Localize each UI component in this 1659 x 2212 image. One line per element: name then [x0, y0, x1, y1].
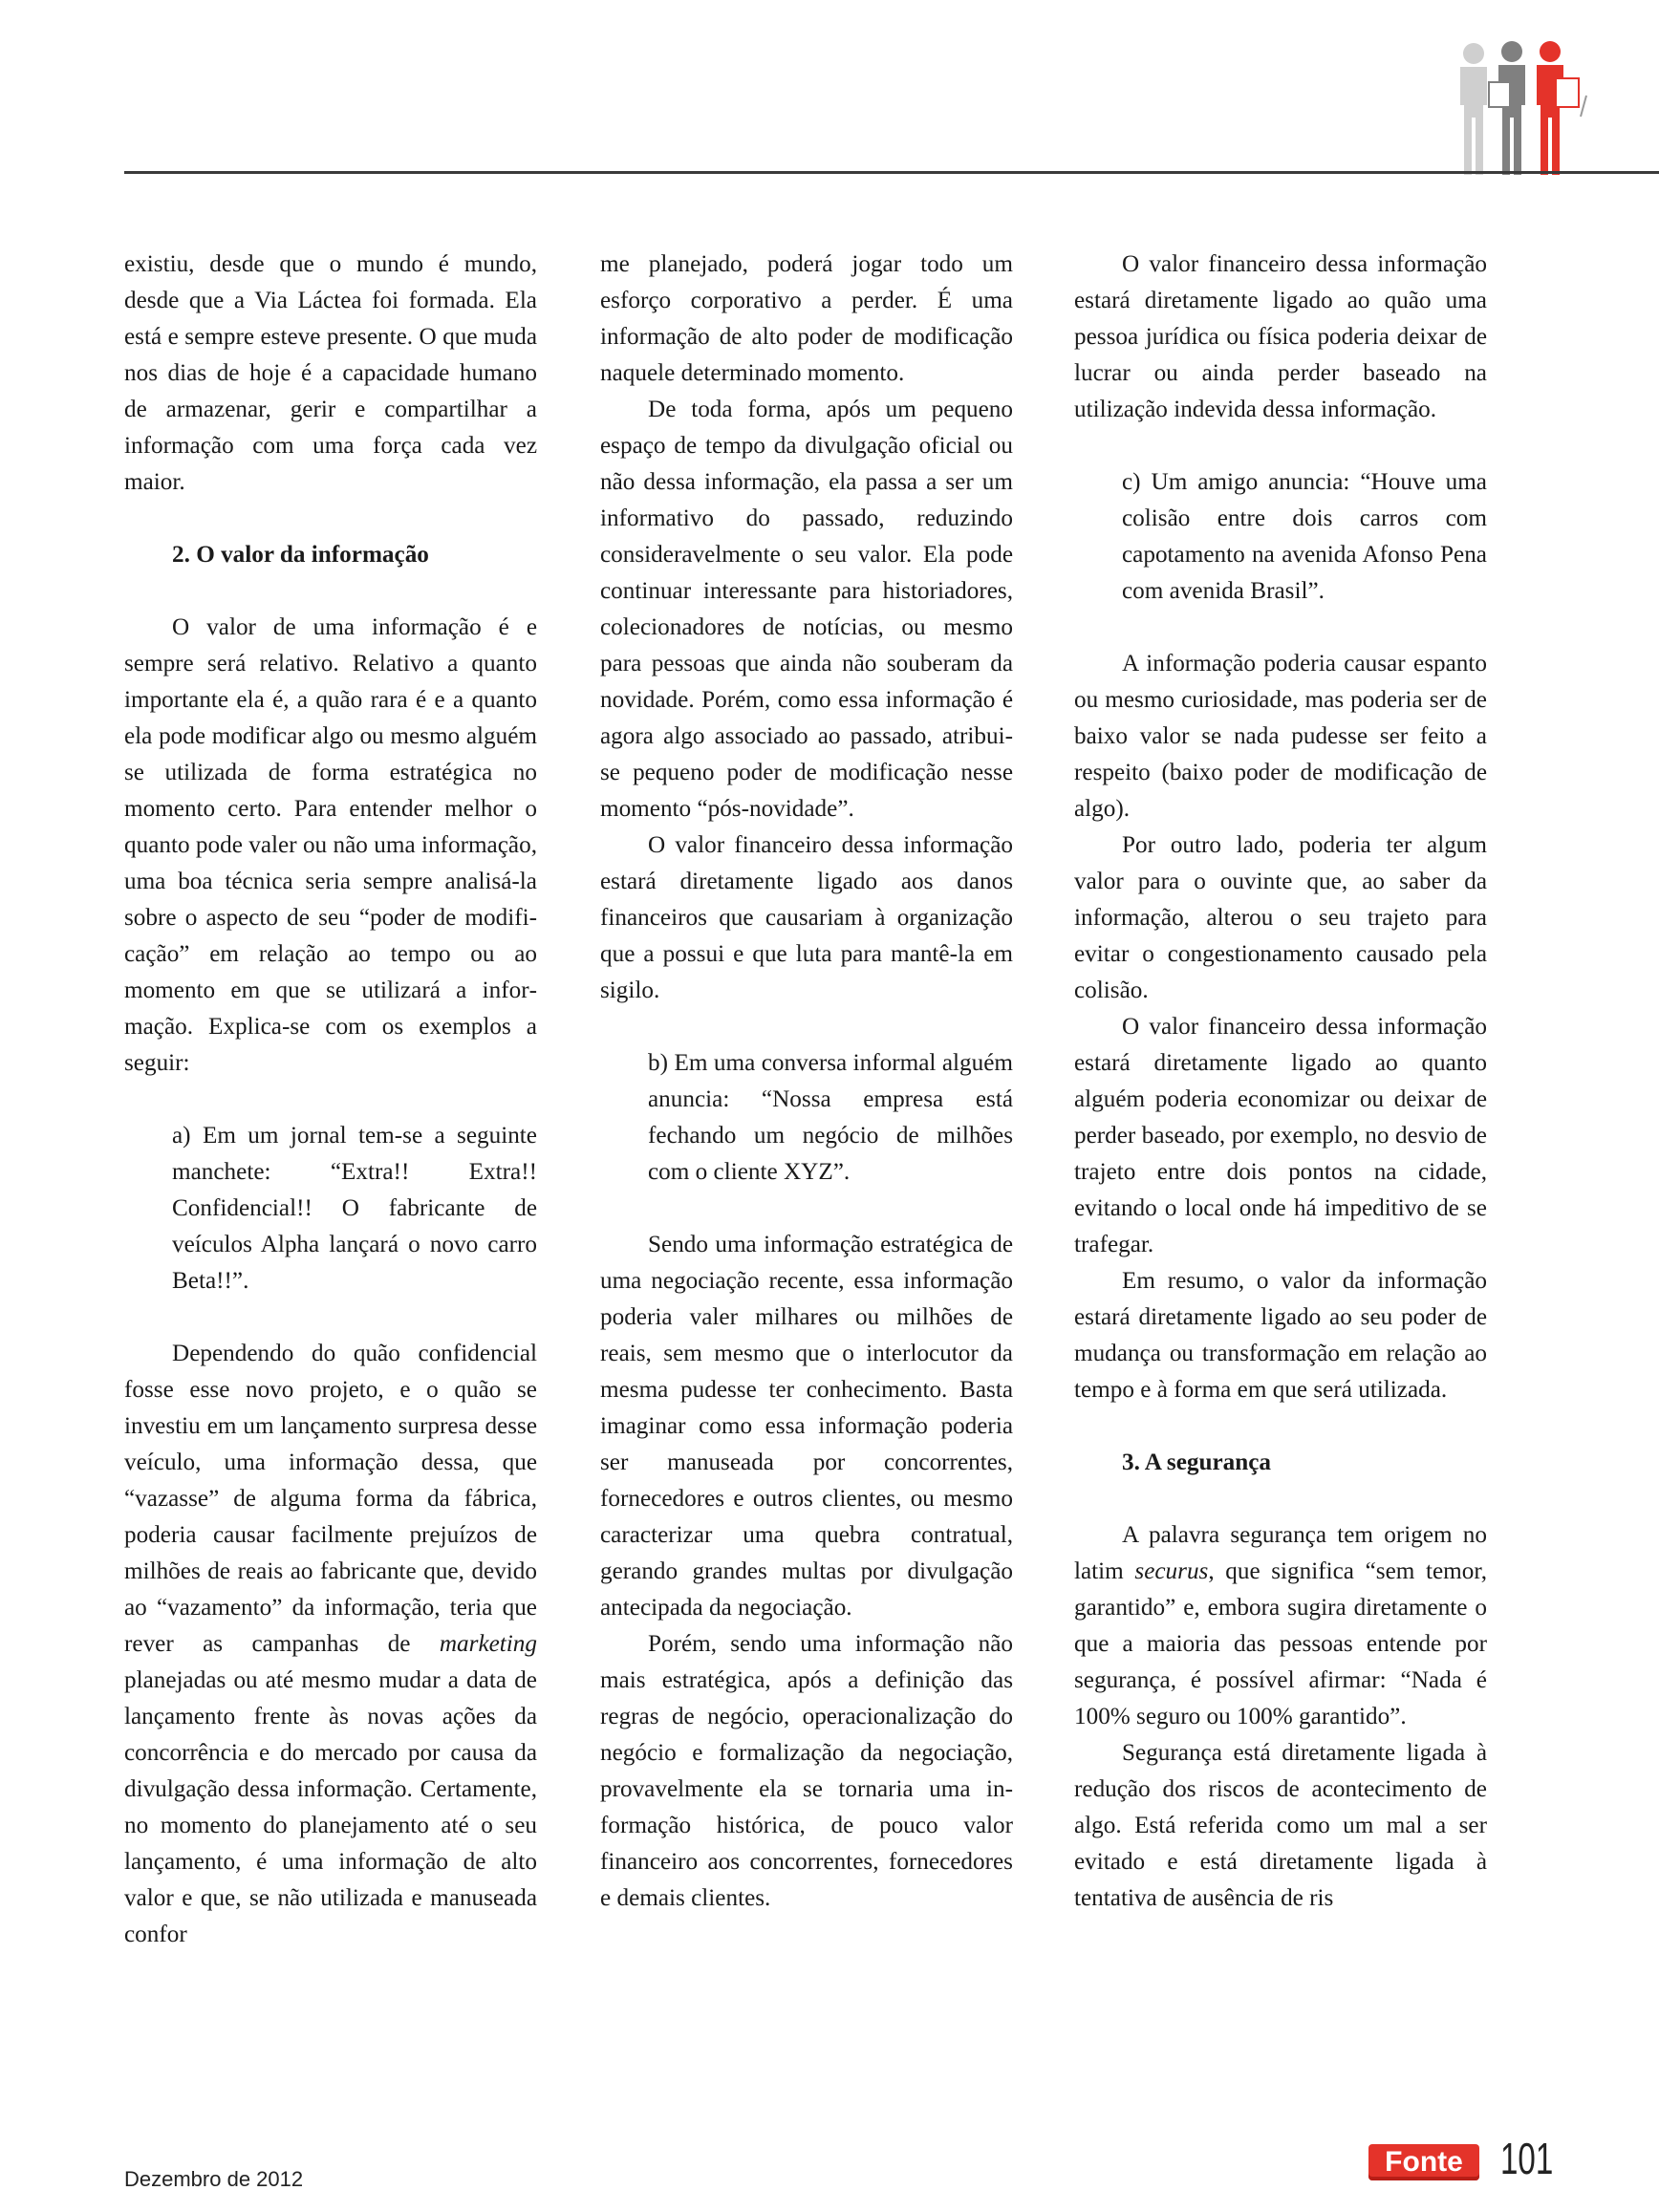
- column-2: [600, 247, 1013, 1917]
- brand-logo: Fonte: [1368, 2144, 1479, 2180]
- people-icon: [1443, 38, 1596, 175]
- paragraph: me planejado, poderá jogar todo um esforço corporativo a perder. É uma informação de alto poder de modificação naquele determinado momento.: [600, 251, 1013, 386]
- column-1: [124, 247, 537, 1953]
- paragraph: A informação poderia causar espanto ou mesmo curiosidade, mas poderia ser de baixo valor se nada pudesse ser feito a respeito (baixo poder de modificação de algo).: [1074, 651, 1487, 822]
- paragraph: Segurança está diretamente ligada à redução dos riscos de acontecimento de algo. Está referida como um mal a ser evitado e está diretamente ligada à tentativa de ausência de ris: [1074, 1740, 1487, 1911]
- paragraph: De toda forma, após um pequeno espaço de tempo da divulgação oficial ou não dessa informação, ela passa a ser um informativo do passado, reduzindo consideravelmente o seu valor. Ela pode continuar interessante para historiadores, colecionadores de notícias, ou mesmo para pessoas que ainda não souberam da novidade. Porém, como essa informação é agora algo associado ao passado, atribui-se pequeno poder de modificação nesse momento “pós-novidade”.: [600, 397, 1013, 822]
- paragraph: O valor financeiro dessa informação estará diretamente ligado ao quão uma pessoa jurídica ou física poderia deixar de lucrar ou ainda perder baseado na utilização indevida dessa informação.: [1074, 251, 1487, 422]
- paragraph: Em resumo, o valor da informação estará diretamente ligado ao seu poder de mudança ou transformação em relação ao tempo e à forma em que será utilizada.: [1074, 1268, 1487, 1403]
- paragraph: Dependendo do quão confidencial fosse esse novo projeto, e o quão se investiu em um lançamento surpresa desse veículo, uma informação dessa, que “vazasse” de alguma forma da fábrica, poderia causar facilmente prejuízos de milhões de reais ao fabricante que, devido ao “vazamento” da informação, teria que rever as campanhas de marketing planejadas ou até mesmo mudar a data de lançamento frente às novas ações da concorrência e do mercado por causa da divulgação dessa informação. Certamente, no momento do planejamento até o seu lançamento, é uma informação de alto valor e que, se não utilizada e manuseada confor: [124, 1341, 537, 1947]
- paragraph: O valor de uma informação é e sempre será relativo. Relativo a quanto importante ela é, a quão rara é e a quanto ela pode modificar algo ou mesmo alguém se utilizada de forma estratégica no momento certo. Para entender melhor o quanto pode valer ou não uma informação, uma boa técnica seria sempre analisá-la sobre o aspecto de seu “poder de modificação” em relação ao tempo ou ao momento em que se utilizará a informação. Explica-se com os exemplos a seguir:: [124, 614, 537, 1076]
- paragraph: Sendo uma informação estratégica de uma negociação recente, essa informação poderia valer milhares ou milhões de reais, sem mesmo que o interlocutor da mesma pudesse ter conhecimento. Basta imaginar como essa informação poderia ser manuseada por concorrentes, fornecedores e outros clientes, ou mesmo caracterizar uma quebra contratual, gerando grandes multas por divulgação antecipada da negociação.: [600, 1232, 1013, 1621]
- example-quote: a) Em um jornal tem-se a seguinte manchete: “Extra!! Extra!! Confidencial!! O fabricante de veículos Alpha lançará o novo carro Beta!!”.: [172, 1123, 537, 1294]
- paragraph: existiu, desde que o mundo é mundo, desde que a Via Láctea foi formada. Ela está e sempre esteve presente. O que muda nos dias de hoje é a capacidade humano de armazenar, gerir e compartilhar a informação com uma força cada vez maior.: [124, 251, 537, 495]
- paragraph: Porém, sendo uma informação não mais estratégica, após a definição das regras de negócio, operacionalização do negócio e formalização da negociação, provavelmente ela se tornaria uma informação histórica, de pouco valor financeiro aos concorrentes, fornecedores e demais clientes.: [600, 1631, 1013, 1911]
- column-3: [1074, 247, 1487, 1917]
- paragraph: O valor financeiro dessa informação estará diretamente ligado ao quanto alguém poderia economizar ou deixar de perder baseado, por exemplo, no desvio de trajeto entre dois pontos na cidade, evitando o local onde há impeditivo de se trafegar.: [1074, 1014, 1487, 1257]
- section-heading: 2. O valor da informação: [172, 542, 429, 568]
- header-rule: [124, 171, 1659, 174]
- example-quote: b) Em uma conversa informal alguém anuncia: “Nossa empresa está fechando um negócio de milhões com o cliente XYZ”.: [648, 1050, 1013, 1185]
- example-quote: c) Um amigo anuncia: “Houve uma colisão entre dois carros com capotamento na avenida Afonso Pena com avenida Brasil”.: [1122, 469, 1487, 604]
- issue-date: Dezembro de 2012: [124, 2167, 304, 2191]
- section-heading: 3. A segurança: [1122, 1450, 1272, 1475]
- paragraph: A palavra segurança tem origem no latim securus, que significa “sem temor, garantido” e, embora sugira diretamente o que a maioria das pessoas entende por segurança, é possível afirmar: “Nada é 100% seguro ou 100% garantido”.: [1074, 1522, 1488, 1729]
- page-number: 101: [1500, 2134, 1554, 2183]
- paragraph: Por outro lado, poderia ter algum valor para o ouvinte que, ao saber da informação, alterou o seu trajeto para evitar o congestionamento causado pela colisão.: [1074, 832, 1487, 1003]
- paragraph: O valor financeiro dessa informação estará diretamente ligado aos danos financeiros que causariam à organização que a possui e que luta para mantê-la em sigilo.: [600, 832, 1013, 1003]
